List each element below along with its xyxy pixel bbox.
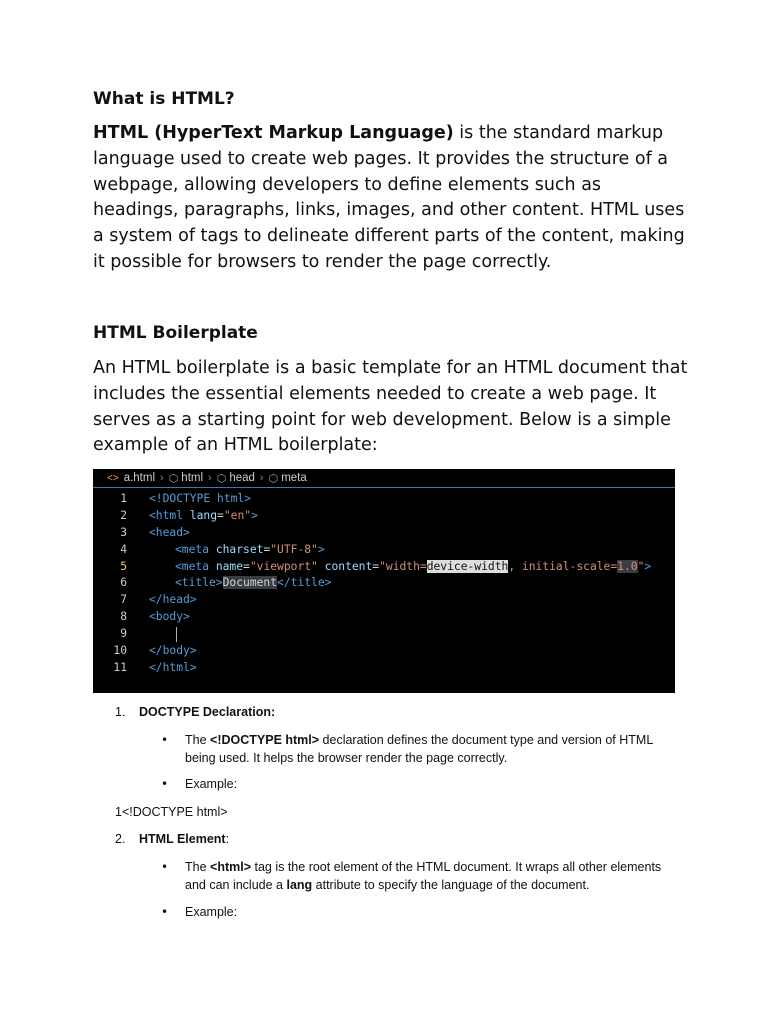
code-text: <!DOCTYPE html> xyxy=(149,492,252,505)
code-text: </body> xyxy=(149,644,197,658)
chevron-right-icon: › xyxy=(208,472,212,484)
code-text: <meta charset="UTF-8"> xyxy=(175,542,325,556)
breadcrumb-meta[interactable]: meta xyxy=(281,472,307,484)
intro-paragraph xyxy=(93,121,688,276)
list-bullet-text: The <html> tag is the root element of the HTML document. It wraps all other elements and can include a lang attribute to specify the language of the document. xyxy=(185,860,662,892)
breadcrumb-html[interactable]: html xyxy=(181,472,204,484)
code-editor-screenshot xyxy=(93,469,675,693)
bullet-dot: • xyxy=(161,860,169,874)
line-number: 10 xyxy=(113,644,127,658)
code-line xyxy=(93,525,675,542)
line-number: 11 xyxy=(113,660,127,674)
list-bullet-text: Example: xyxy=(185,777,238,791)
line-number: 6 xyxy=(120,576,127,590)
code-line xyxy=(93,660,675,677)
html-file-icon: <> xyxy=(107,472,119,484)
code-text: <html lang="en"> xyxy=(149,508,258,522)
line-number: 5 xyxy=(120,559,127,573)
code-text: <head> xyxy=(149,525,190,539)
heading-html-boilerplate: HTML Boilerplate xyxy=(93,323,258,343)
heading-what-is-html: What is HTML? xyxy=(93,89,235,109)
chevron-right-icon: › xyxy=(259,472,264,484)
element-cube-icon: ⬡ xyxy=(268,472,279,485)
bullet-dot: • xyxy=(161,777,169,791)
line-number: 4 xyxy=(120,542,127,556)
code-text: </head> xyxy=(149,593,197,607)
code-line xyxy=(93,626,675,643)
line-number: 7 xyxy=(120,593,127,607)
code-line-active xyxy=(93,559,675,576)
list-item-title: DOCTYPE Declaration: xyxy=(139,705,276,719)
breadcrumb-head[interactable]: head xyxy=(229,472,255,484)
list-number: 2. xyxy=(115,832,126,846)
breadcrumb-file[interactable]: a.html xyxy=(123,472,156,484)
code-text: <body> xyxy=(149,610,190,624)
code-line xyxy=(93,592,675,609)
code-text: <meta name="viewport" content="width=device-width, initial-scale=1.0"> xyxy=(175,559,652,573)
code-lines xyxy=(93,488,675,677)
line-number: 9 xyxy=(120,627,127,641)
element-cube-icon: ⬡ xyxy=(216,472,227,485)
selected-text: device-width xyxy=(426,559,509,573)
code-line xyxy=(93,609,675,626)
intro-bold-term: HTML (HyperText Markup Language) xyxy=(93,123,454,143)
code-line xyxy=(93,542,675,559)
code-line xyxy=(93,508,675,525)
list-bullet-text: Example: xyxy=(185,905,238,919)
list-item-title: HTML Element: xyxy=(139,832,230,846)
code-line xyxy=(93,643,675,660)
code-text: <title>Document</title> xyxy=(175,576,332,590)
text-cursor xyxy=(176,627,177,642)
code-line xyxy=(93,491,675,508)
example-code-line: 1<!DOCTYPE html> xyxy=(115,805,228,819)
intro-text: is the standard markup language used to create web pages. It provides the structure of a webpage, allowing developers to define elements such as headings, paragraphs, links, images, and other content. HTML uses a system of tags to delineate different parts of the content, making it possible for browsers to render the page correctly. xyxy=(93,123,685,272)
bullet-dot: • xyxy=(161,733,169,747)
line-number: 8 xyxy=(120,610,127,624)
code-text: </html> xyxy=(149,660,197,674)
line-number: 3 xyxy=(120,525,127,539)
element-cube-icon: ⬡ xyxy=(168,472,179,485)
boilerplate-paragraph: An HTML boilerplate is a basic template for an HTML document that includes the essential elements needed to create a web page. It serves as a starting point for web development. Below is a simple example of an HTML boilerplate: xyxy=(93,358,688,456)
editor-breadcrumb xyxy=(93,469,675,488)
list-bullet-text: The <!DOCTYPE html> declaration defines the document type and version of HTML being used. It helps the browser render the page correctly. xyxy=(185,733,653,765)
bullet-dot: • xyxy=(161,905,169,919)
line-number: 1 xyxy=(120,492,127,505)
list-number: 1. xyxy=(115,705,126,719)
code-line xyxy=(93,575,675,592)
line-number: 2 xyxy=(120,508,127,522)
chevron-right-icon: › xyxy=(160,472,164,484)
